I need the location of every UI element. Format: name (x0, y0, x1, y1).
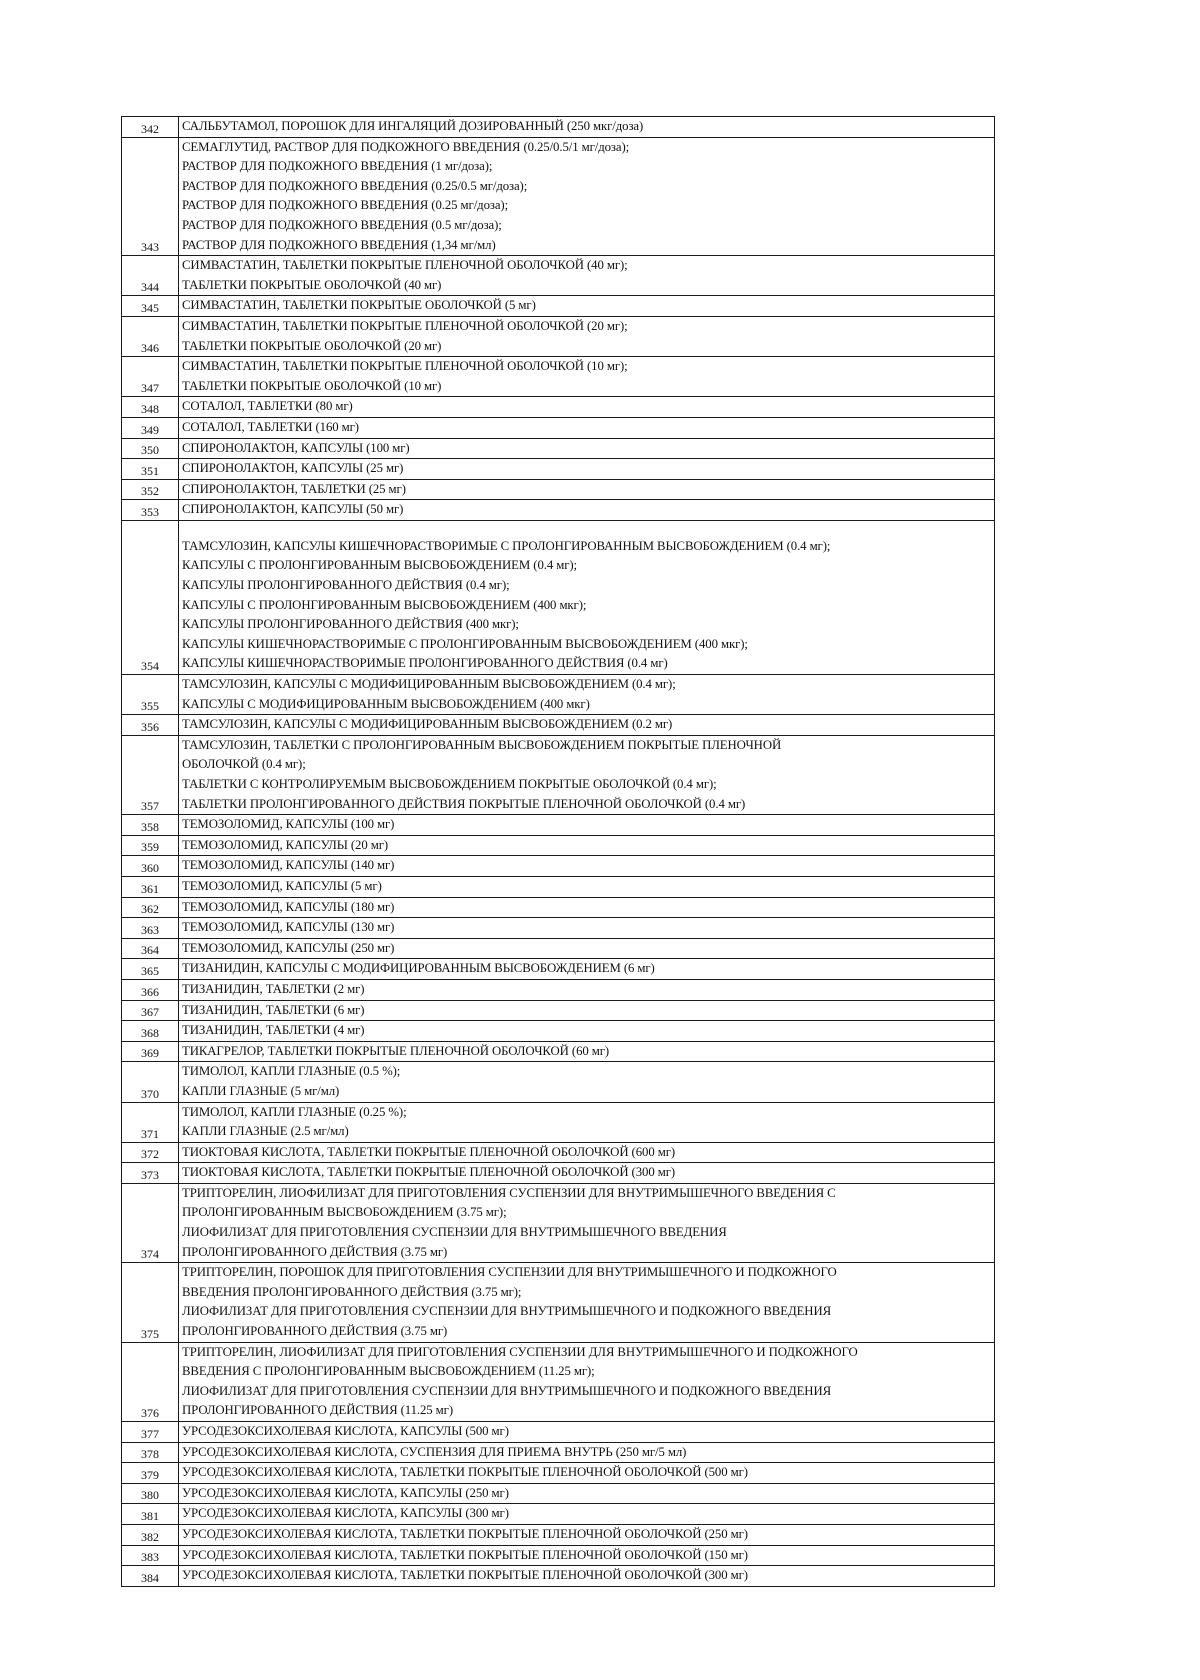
table-row (122, 1102, 995, 1142)
row-number: 364 (122, 938, 179, 959)
drug-description (179, 835, 995, 856)
description-line: СЕМАГЛУТИД, РАСТВОР ДЛЯ ПОДКОЖНОГО ВВЕДЕНИЯ (0.25/0.5/1 мг/доза); (182, 139, 630, 154)
description-line: ЛИОФИЛИЗАТ ДЛЯ ПРИГОТОВЛЕНИЯ СУСПЕНЗИИ ДЛЯ ВНУТРИМЫШЕЧНОГО ВВЕДЕНИЯ (182, 1225, 727, 1240)
drug-description (179, 1000, 995, 1021)
drug-description (179, 1142, 995, 1163)
drug-description (179, 979, 995, 1000)
description-line: ТЕМОЗОЛОМИД, КАПСУЛЫ (250 мг) (182, 940, 395, 955)
description-line: ПРОЛОНГИРОВАННОГО ДЕЙСТВИЯ (3.75 мг) (182, 1244, 448, 1259)
description-line: ТИМОЛОЛ, КАПЛИ ГЛАЗНЫЕ (0.5 %); (182, 1064, 401, 1079)
description-line: ТИОКТОВАЯ КИСЛОТА, ТАБЛЕТКИ ПОКРЫТЫЕ ПЛЕНОЧНОЙ ОБОЛОЧКОЙ (600 мг) (182, 1144, 676, 1159)
description-line: СПИРОНОЛАКТОН, КАПСУЛЫ (25 мг) (182, 461, 404, 476)
drug-description (179, 1041, 995, 1062)
description-line: ТЕМОЗОЛОМИД, КАПСУЛЫ (5 мг) (182, 878, 382, 893)
drug-description (179, 918, 995, 939)
drug-description (179, 417, 995, 438)
description-line: ТАМСУЛОЗИН, КАПСУЛЫ С МОДИФИЦИРОВАННЫМ ВЫСВОБОЖДЕНИЕМ (0.2 мг) (182, 717, 673, 732)
description-line: ТИЗАНИДИН, ТАБЛЕТКИ (2 мг) (182, 981, 365, 996)
row-number: 373 (122, 1163, 179, 1184)
description-line: СИМВАСТАТИН, ТАБЛЕТКИ ПОКРЫТЫЕ ОБОЛОЧКОЙ (5 мг) (182, 298, 536, 313)
drug-description (179, 520, 995, 674)
drug-description (179, 296, 995, 317)
drug-description (179, 1263, 995, 1342)
table-row (122, 856, 995, 877)
table-row (122, 835, 995, 856)
row-number: 343 (122, 137, 179, 256)
table-row (122, 1524, 995, 1545)
drug-description (179, 1442, 995, 1463)
description-line: ТРИПТОРЕЛИН, ЛИОФИЛИЗАТ ДЛЯ ПРИГОТОВЛЕНИЯ СУСПЕНЗИИ ДЛЯ ВНУТРИМЫШЕЧНОГО И ПОДКОЖНОГО (182, 1344, 858, 1359)
row-number: 366 (122, 979, 179, 1000)
drug-description (179, 397, 995, 418)
description-line: ПРОЛОНГИРОВАННЫМ ВЫСВОБОЖДЕНИЕМ (3.75 мг); (182, 1205, 507, 1220)
description-line: СОТАЛОЛ, ТАБЛЕТКИ (80 мг) (182, 399, 353, 414)
row-number: 350 (122, 438, 179, 459)
description-line: СИМВАСТАТИН, ТАБЛЕТКИ ПОКРЫТЫЕ ПЛЕНОЧНОЙ ОБОЛОЧКОЙ (10 мг); (182, 359, 628, 374)
row-number: 365 (122, 959, 179, 980)
table-row (122, 1062, 995, 1102)
description-line: САЛЬБУТАМОЛ, ПОРОШОК ДЛЯ ИНГАЛЯЦИЙ ДОЗИРОВАННЫЙ (250 мкг/доза) (182, 119, 644, 133)
table-row (122, 1442, 995, 1463)
description-line: КАПСУЛЫ КИШЕЧНОРАСТВОРИМЫЕ ПРОЛОНГИРОВАННОГО ДЕЙСТВИЯ (0.4 мг) (182, 656, 668, 671)
row-number: 362 (122, 897, 179, 918)
row-number: 367 (122, 1000, 179, 1021)
table-body (122, 117, 995, 1587)
description-line: ТАБЛЕТКИ ПРОЛОНГИРОВАННОГО ДЕЙСТВИЯ ПОКРЫТЫЕ ПЛЕНОЧНОЙ ОБОЛОЧКОЙ (0.4 мг) (182, 796, 746, 811)
table-row (122, 459, 995, 480)
description-line: УРСОДЕЗОКСИХОЛЕВАЯ КИСЛОТА, КАПСУЛЫ (300 мг) (182, 1506, 509, 1521)
table-row (122, 1163, 995, 1184)
description-line: КАПСУЛЫ С ПРОЛОНГИРОВАННЫМ ВЫСВОБОЖДЕНИЕМ (0.4 мг); (182, 558, 578, 573)
description-line: ТРИПТОРЕЛИН, ПОРОШОК ДЛЯ ПРИГОТОВЛЕНИЯ СУСПЕНЗИИ ДЛЯ ВНУТРИМЫШЕЧНОГО И ПОДКОЖНОГО (182, 1265, 837, 1280)
drug-list-table (121, 116, 995, 1587)
table-row (122, 1041, 995, 1062)
description-line: УРСОДЕЗОКСИХОЛЕВАЯ КИСЛОТА, КАПСУЛЫ (500 мг) (182, 1424, 509, 1438)
row-number: 363 (122, 918, 179, 939)
drug-description (179, 876, 995, 897)
description-line: УРСОДЕЗОКСИХОЛЕВАЯ КИСЛОТА, ТАБЛЕТКИ ПОКРЫТЫЕ ПЛЕНОЧНОЙ ОБОЛОЧКОЙ (250 мг) (182, 1526, 748, 1541)
table-row (122, 897, 995, 918)
row-number: 357 (122, 735, 179, 814)
description-line: КАПСУЛЫ ПРОЛОНГИРОВАННОГО ДЕЙСТВИЯ (400 мкг); (182, 617, 519, 632)
row-number: 356 (122, 715, 179, 736)
row-number: 374 (122, 1183, 179, 1262)
description-line: ТИЗАНИДИН, ТАБЛЕТКИ (6 мг) (182, 1002, 365, 1017)
description-line: СИМВАСТАТИН, ТАБЛЕТКИ ПОКРЫТЫЕ ПЛЕНОЧНОЙ ОБОЛОЧКОЙ (20 мг); (182, 318, 628, 333)
drug-description (179, 1062, 995, 1102)
description-line: СПИРОНОЛАКТОН, КАПСУЛЫ (100 мг) (182, 440, 410, 455)
drug-description (179, 438, 995, 459)
description-line: УРСОДЕЗОКСИХОЛЕВАЯ КИСЛОТА, ТАБЛЕТКИ ПОКРЫТЫЕ ПЛЕНОЧНОЙ ОБОЛОЧКОЙ (300 мг) (182, 1568, 748, 1583)
description-line: ТИЗАНИДИН, ТАБЛЕТКИ (4 мг) (182, 1023, 365, 1038)
description-line: ТЕМОЗОЛОМИД, КАПСУЛЫ (130 мг) (182, 920, 395, 935)
description-line: ТИОКТОВАЯ КИСЛОТА, ТАБЛЕТКИ ПОКРЫТЫЕ ПЛЕНОЧНОЙ ОБОЛОЧКОЙ (300 мг) (182, 1165, 676, 1180)
table-row (122, 1000, 995, 1021)
table-row (122, 815, 995, 836)
description-line: ТРИПТОРЕЛИН, ЛИОФИЛИЗАТ ДЛЯ ПРИГОТОВЛЕНИЯ СУСПЕНЗИИ ДЛЯ ВНУТРИМЫШЕЧНОГО ВВЕДЕНИЯ С (182, 1185, 836, 1200)
description-line: ВВЕДЕНИЯ ПРОЛОНГИРОВАННОГО ДЕЙСТВИЯ (3.75 мг); (182, 1284, 522, 1299)
table-row (122, 117, 995, 138)
description-line: ТАБЛЕТКИ С КОНТРОЛИРУЕМЫМ ВЫСВОБОЖДЕНИЕМ ПОКРЫТЫЕ ОБОЛОЧКОЙ (0.4 мг); (182, 777, 717, 791)
description-line: УРСОДЕЗОКСИХОЛЕВАЯ КИСЛОТА, ТАБЛЕТКИ ПОКРЫТЫЕ ПЛЕНОЧНОЙ ОБОЛОЧКОЙ (500 мг) (182, 1465, 748, 1480)
table-row (122, 1483, 995, 1504)
table-row (122, 918, 995, 939)
description-line: КАПСУЛЫ С ПРОЛОНГИРОВАННЫМ ВЫСВОБОЖДЕНИЕМ (400 мкг); (182, 597, 587, 612)
table-row (122, 1545, 995, 1566)
description-line: ТАМСУЛОЗИН, КАПСУЛЫ КИШЕЧНОРАСТВОРИМЫЕ С ПРОЛОНГИРОВАННЫМ ВЫСВОБОЖДЕНИЕМ (0.4 мг); (182, 538, 831, 553)
table-row (122, 1263, 995, 1342)
row-number: 371 (122, 1102, 179, 1142)
row-number: 381 (122, 1504, 179, 1525)
row-number: 360 (122, 856, 179, 877)
description-line: РАСТВОР ДЛЯ ПОДКОЖНОГО ВВЕДЕНИЯ (1 мг/доза); (182, 159, 493, 174)
row-number: 355 (122, 675, 179, 715)
row-number: 358 (122, 815, 179, 836)
drug-description (179, 479, 995, 500)
drug-description (179, 1183, 995, 1262)
drug-description (179, 1483, 995, 1504)
table-row (122, 137, 995, 256)
table-row (122, 876, 995, 897)
description-line: ПРОЛОНГИРОВАННОГО ДЕЙСТВИЯ (11.25 мг) (182, 1403, 453, 1418)
row-number: 342 (122, 117, 179, 138)
description-line: ОБОЛОЧКОЙ (0.4 мг); (182, 757, 306, 772)
row-number: 377 (122, 1422, 179, 1443)
row-number: 351 (122, 459, 179, 480)
row-number: 347 (122, 357, 179, 397)
description-line: РАСТВОР ДЛЯ ПОДКОЖНОГО ВВЕДЕНИЯ (0.5 мг/доза); (182, 217, 502, 232)
row-number: 376 (122, 1342, 179, 1421)
drug-description (179, 938, 995, 959)
description-line: ТЕМОЗОЛОМИД, КАПСУЛЫ (140 мг) (182, 858, 395, 873)
drug-description (179, 1422, 995, 1443)
table-row (122, 1566, 995, 1587)
row-number: 348 (122, 397, 179, 418)
drug-description (179, 1102, 995, 1142)
description-line: СИМВАСТАТИН, ТАБЛЕТКИ ПОКРЫТЫЕ ПЛЕНОЧНОЙ ОБОЛОЧКОЙ (40 мг); (182, 258, 628, 273)
description-line: УРСОДЕЗОКСИХОЛЕВАЯ КИСЛОТА, ТАБЛЕТКИ ПОКРЫТЫЕ ПЛЕНОЧНОЙ ОБОЛОЧКОЙ (150 мг) (182, 1547, 748, 1562)
description-line: СПИРОНОЛАКТОН, ТАБЛЕТКИ (25 мг) (182, 481, 406, 496)
row-number: 382 (122, 1524, 179, 1545)
description-line: СПИРОНОЛАКТОН, КАПСУЛЫ (50 мг) (182, 502, 404, 517)
drug-description (179, 897, 995, 918)
row-number: 345 (122, 296, 179, 317)
description-line: ТАМСУЛОЗИН, КАПСУЛЫ С МОДИФИЦИРОВАННЫМ ВЫСВОБОЖДЕНИЕМ (0.4 мг); (182, 677, 676, 692)
description-line: УРСОДЕЗОКСИХОЛЕВАЯ КИСЛОТА, КАПСУЛЫ (250 мг) (182, 1485, 509, 1500)
table-row (122, 979, 995, 1000)
table-row (122, 296, 995, 317)
description-line: ЛИОФИЛИЗАТ ДЛЯ ПРИГОТОВЛЕНИЯ СУСПЕНЗИИ ДЛЯ ВНУТРИМЫШЕЧНОГО И ПОДКОЖНОГО ВВЕДЕНИЯ (182, 1304, 832, 1319)
description-line: УРСОДЕЗОКСИХОЛЕВАЯ КИСЛОТА, СУСПЕНЗИЯ ДЛЯ ПРИЕМА ВНУТРЬ (250 мг/5 мл) (182, 1444, 687, 1459)
drug-description (179, 815, 995, 836)
row-number: 361 (122, 876, 179, 897)
row-number: 380 (122, 1483, 179, 1504)
drug-description (179, 1504, 995, 1525)
description-line: КАПЛИ ГЛАЗНЫЕ (2.5 мг/мл) (182, 1124, 349, 1139)
row-number: 370 (122, 1062, 179, 1102)
table-row (122, 438, 995, 459)
table-row (122, 520, 995, 674)
table-row (122, 256, 995, 296)
description-line: ТАМСУЛОЗИН, ТАБЛЕТКИ С ПРОЛОНГИРОВАННЫМ ВЫСВОБОЖДЕНИЕМ ПОКРЫТЫЕ ПЛЕНОЧНОЙ (182, 737, 782, 752)
table-row (122, 1142, 995, 1163)
description-line: ТАБЛЕТКИ ПОКРЫТЫЕ ОБОЛОЧКОЙ (40 мг) (182, 277, 442, 292)
table-row (122, 316, 995, 356)
description-line: РАСТВОР ДЛЯ ПОДКОЖНОГО ВВЕДЕНИЯ (0.25/0.5 мг/доза); (182, 178, 528, 193)
description-line: ВВЕДЕНИЯ С ПРОЛОНГИРОВАННЫМ ВЫСВОБОЖДЕНИЕМ (11.25 мг); (182, 1364, 595, 1379)
description-line: РАСТВОР ДЛЯ ПОДКОЖНОГО ВВЕДЕНИЯ (0.25 мг/доза); (182, 198, 509, 213)
table-row (122, 959, 995, 980)
row-number: 379 (122, 1463, 179, 1484)
table-row (122, 1463, 995, 1484)
row-number: 384 (122, 1566, 179, 1587)
drug-description (179, 1524, 995, 1545)
row-number: 375 (122, 1263, 179, 1342)
drug-description (179, 1342, 995, 1421)
row-number: 353 (122, 500, 179, 521)
description-line: КАПСУЛЫ КИШЕЧНОРАСТВОРИМЫЕ С ПРОЛОНГИРОВАННЫМ ВЫСВОБОЖДЕНИЕМ (400 мкг); (182, 636, 748, 651)
drug-description (179, 856, 995, 877)
table-row (122, 479, 995, 500)
row-number: 368 (122, 1021, 179, 1042)
row-number: 354 (122, 520, 179, 674)
description-line: ПРОЛОНГИРОВАННОГО ДЕЙСТВИЯ (3.75 мг) (182, 1324, 448, 1339)
table-row (122, 1021, 995, 1042)
table-row (122, 1342, 995, 1421)
table-row (122, 938, 995, 959)
description-line: ЛИОФИЛИЗАТ ДЛЯ ПРИГОТОВЛЕНИЯ СУСПЕНЗИИ ДЛЯ ВНУТРИМЫШЕЧНОГО И ПОДКОЖНОГО ВВЕДЕНИЯ (182, 1383, 832, 1398)
drug-description (179, 1163, 995, 1184)
description-line: СОТАЛОЛ, ТАБЛЕТКИ (160 мг) (182, 419, 359, 434)
description-line: ТАБЛЕТКИ ПОКРЫТЫЕ ОБОЛОЧКОЙ (20 мг) (182, 338, 442, 353)
description-line: ТЕМОЗОЛОМИД, КАПСУЛЫ (180 мг) (182, 899, 395, 914)
drug-description (179, 1566, 995, 1587)
row-number: 372 (122, 1142, 179, 1163)
row-number: 344 (122, 256, 179, 296)
row-number: 378 (122, 1442, 179, 1463)
drug-description (179, 137, 995, 256)
drug-description (179, 316, 995, 356)
table-row (122, 357, 995, 397)
row-number: 359 (122, 835, 179, 856)
table-row (122, 675, 995, 715)
row-number: 352 (122, 479, 179, 500)
row-number: 346 (122, 316, 179, 356)
drug-description (179, 500, 995, 521)
table-row (122, 500, 995, 521)
description-line: ТЕМОЗОЛОМИД, КАПСУЛЫ (20 мг) (182, 837, 389, 852)
row-number: 383 (122, 1545, 179, 1566)
description-line: КАПЛИ ГЛАЗНЫЕ (5 мг/мл) (182, 1083, 340, 1098)
drug-description (179, 256, 995, 296)
table-row (122, 1422, 995, 1443)
table-row (122, 1183, 995, 1262)
drug-description (179, 357, 995, 397)
drug-description (179, 959, 995, 980)
description-line: ТАБЛЕТКИ ПОКРЫТЫЕ ОБОЛОЧКОЙ (10 мг) (182, 378, 442, 393)
description-line: КАПСУЛЫ ПРОЛОНГИРОВАННОГО ДЕЙСТВИЯ (0.4 мг); (182, 578, 510, 593)
table-row (122, 715, 995, 736)
description-line: ТИМОЛОЛ, КАПЛИ ГЛАЗНЫЕ (0.25 %); (182, 1104, 407, 1119)
description-line: РАСТВОР ДЛЯ ПОДКОЖНОГО ВВЕДЕНИЯ (1,34 мг/мл) (182, 237, 496, 252)
drug-description (179, 1021, 995, 1042)
drug-description (179, 675, 995, 715)
table-row (122, 397, 995, 418)
description-line: ТИКАГРЕЛОР, ТАБЛЕТКИ ПОКРЫТЫЕ ПЛЕНОЧНОЙ ОБОЛОЧКОЙ (60 мг) (182, 1043, 610, 1058)
row-number: 349 (122, 417, 179, 438)
drug-description (179, 459, 995, 480)
drug-description (179, 1463, 995, 1484)
row-number: 369 (122, 1041, 179, 1062)
table-row (122, 735, 995, 814)
drug-description (179, 735, 995, 814)
table-row (122, 417, 995, 438)
description-line: ТИЗАНИДИН, КАПСУЛЫ С МОДИФИЦИРОВАННЫМ ВЫСВОБОЖДЕНИЕМ (6 мг) (182, 961, 655, 976)
description-line: КАПСУЛЫ С МОДИФИЦИРОВАННЫМ ВЫСВОБОЖДЕНИЕМ (400 мкг) (182, 696, 590, 711)
drug-description (179, 1545, 995, 1566)
drug-description (179, 117, 995, 138)
description-line: ТЕМОЗОЛОМИД, КАПСУЛЫ (100 мг) (182, 817, 395, 832)
table-row (122, 1504, 995, 1525)
drug-description (179, 715, 995, 736)
